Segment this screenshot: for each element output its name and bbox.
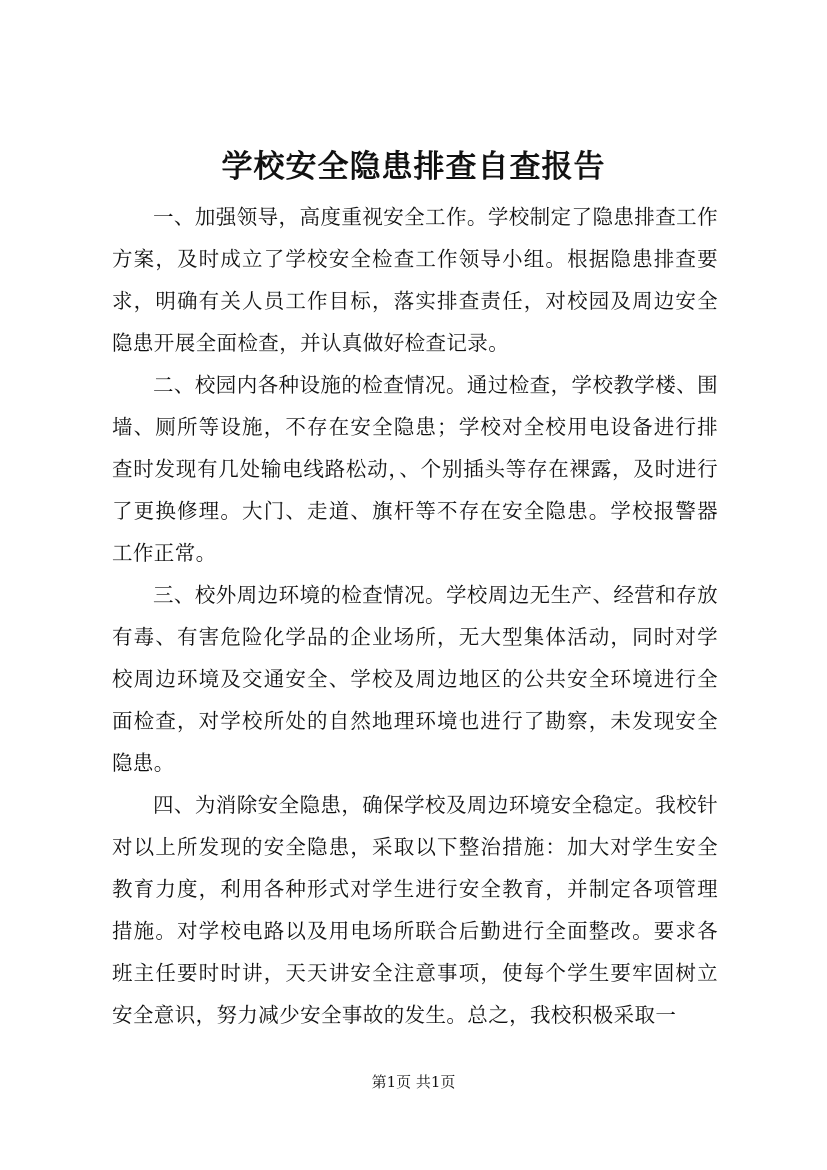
paragraph-3: 三、校外周边环境的检查情况。学校周边无生产、经营和存放有毒、有害危险化学品的企业场所，无大型集体活动，同时对学校周边环境及交通安全、学校及周边地区的公共安全环境进行全面检查，对学校所处的自然地理环境也进行了勘察，未发现安全隐患。 <box>112 583 718 775</box>
paragraph-2: 二、校园内各种设施的检查情况。通过检查，学校教学楼、围墙、厕所等设施，不存在安全隐患；学校对全校用电设备进行排查时发现有几处输电线路松动，、个别插头等存在裸露，及时进行了更换修理。大门、走道、旗杆等不存在安全隐患。学校报警器工作正常。 <box>112 373 718 565</box>
page-number-footer: 第1页 共1页 <box>371 1073 456 1091</box>
paragraph-1: 一、加强领导，高度重视安全工作。学校制定了隐患排查工作方案，及时成立了学校安全检查工作领导小组。根据隐患排查要求，明确有关人员工作目标，落实排查责任，对校园及周边安全隐患开展全面检查，并认真做好检查记录。 <box>112 205 718 355</box>
document-body <box>112 196 718 1036</box>
document-title: 学校安全隐患排查自查报告 <box>221 149 606 185</box>
paragraph-4: 四、为消除安全隐患，确保学校及周边环境安全稳定。我校针对以上所发现的安全隐患，采取以下整治措施：加大对学生安全教育力度，利用各种形式对学生进行安全教育，并制定各项管理措施。对学校电路以及用电场所联合后勤进行全面整改。要求各班主任要时时讲，天天讲安全注意事项，使每个学生要牢固树立安全意识，努力减少安全事故的发生。总之，我校积极采取一 <box>112 793 718 1027</box>
